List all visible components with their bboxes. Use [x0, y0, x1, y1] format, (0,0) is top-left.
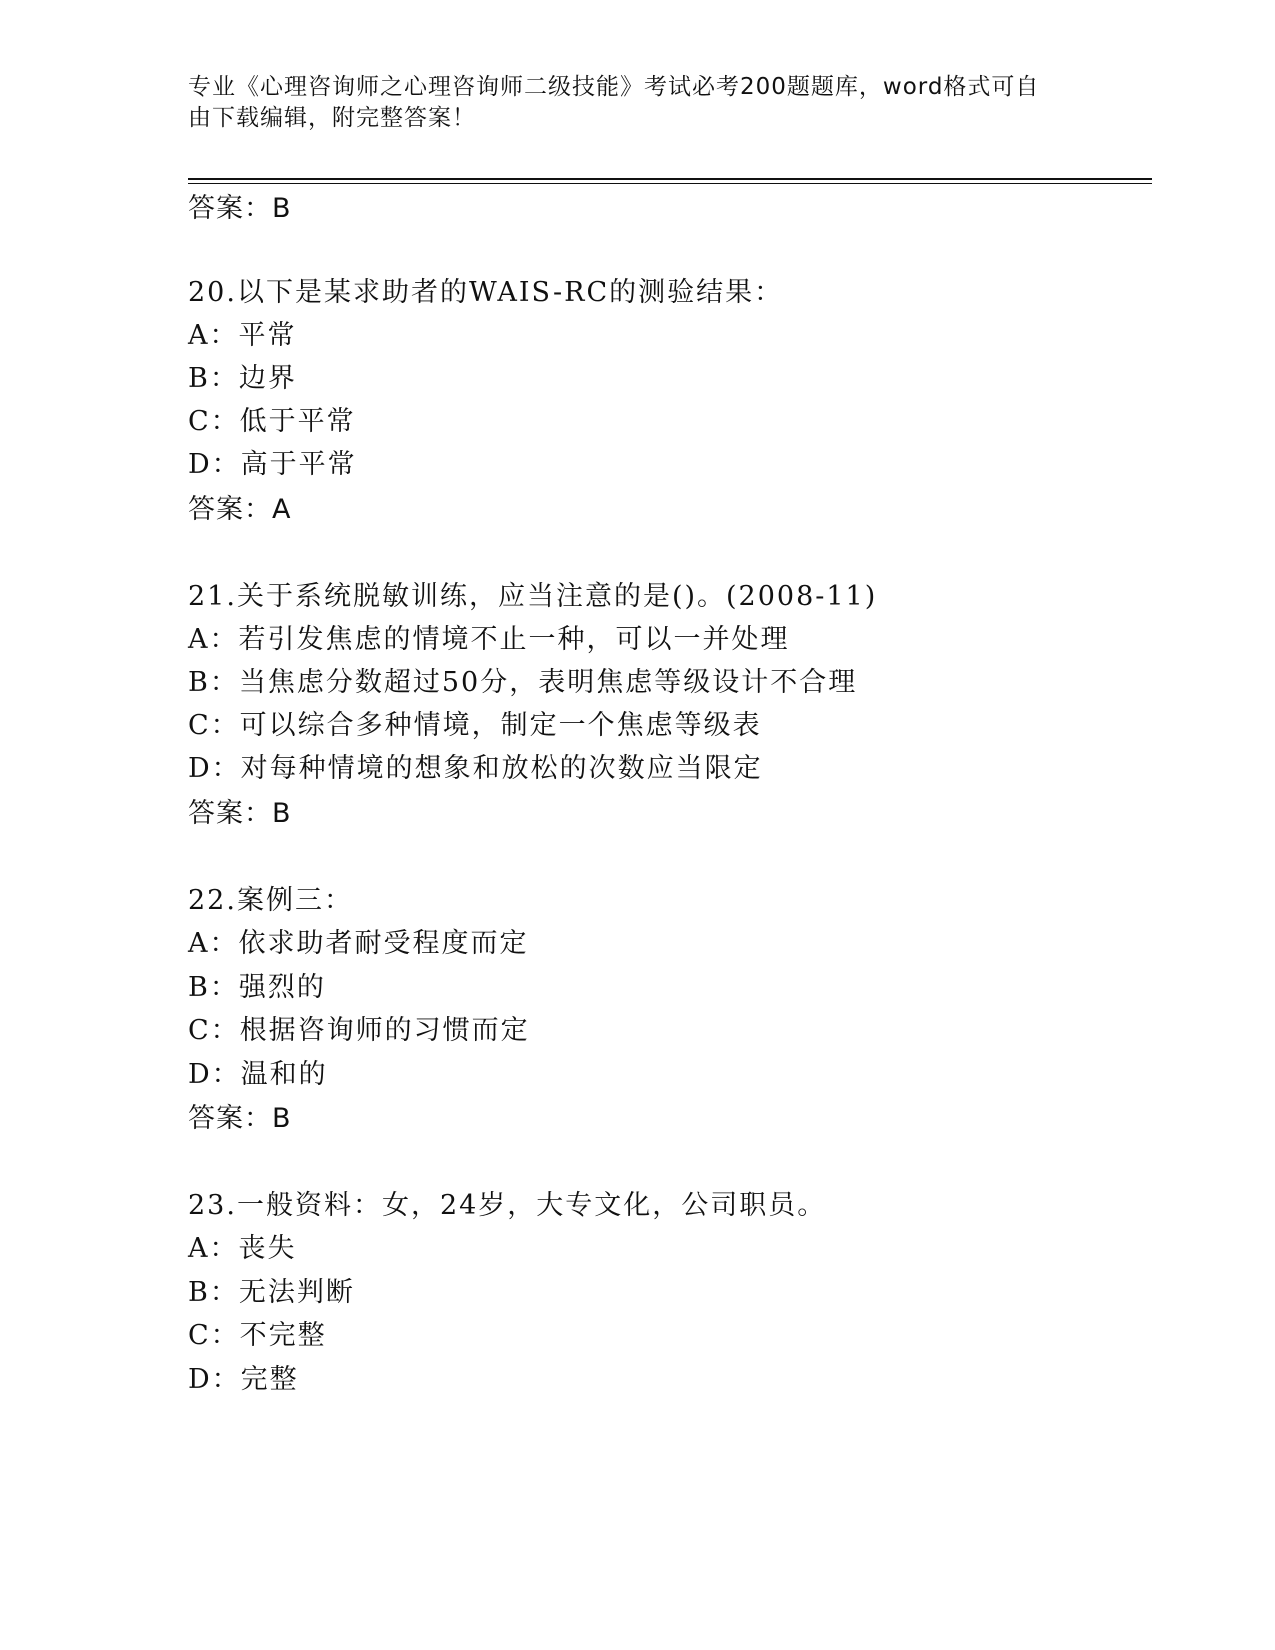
question-21-stem: 21.关于系统脱敏训练，应当注意的是()。(2008-11)	[188, 581, 878, 612]
question-22-option-d: D：温和的	[188, 1059, 328, 1090]
question-22-option-b: B：强烈的	[188, 972, 326, 1003]
question-21-answer: 答案：B	[188, 798, 292, 829]
header-divider-thin	[188, 183, 1152, 184]
question-21-option-d: D：对每种情境的想象和放松的次数应当限定	[188, 753, 763, 784]
question-20-option-d: D：高于平常	[188, 449, 357, 480]
question-20-option-b: B：边界	[188, 363, 297, 394]
question-22-option-a: A：依求助者耐受程度而定	[188, 928, 529, 959]
question-21-option-c: C：可以综合多种情境，制定一个焦虑等级表	[188, 710, 762, 741]
header-line-1: 专业《心理咨询师之心理咨询师二级技能》考试必考200题题库，word格式可自	[188, 74, 1040, 100]
question-21-option-b: B：当焦虑分数超过50分，表明焦虑等级设计不合理	[188, 667, 858, 698]
previous-answer: 答案：B	[188, 193, 292, 224]
document-header	[188, 72, 1088, 134]
question-22-option-c: C：根据咨询师的习惯而定	[188, 1015, 530, 1046]
question-21-option-a: A：若引发焦虑的情境不止一种，可以一并处理	[188, 624, 790, 655]
header-divider-thick	[188, 178, 1152, 180]
question-23-stem: 23.一般资料：女，24岁，大专文化，公司职员。	[188, 1190, 827, 1221]
header-line-2: 由下载编辑，附完整答案！	[188, 105, 476, 131]
question-23-option-b: B：无法判断	[188, 1277, 355, 1308]
question-20-stem: 20.以下是某求助者的WAIS-RC的测验结果：	[188, 277, 784, 308]
question-22-answer: 答案：B	[188, 1103, 292, 1134]
question-22-stem: 22.案例三：	[188, 885, 353, 916]
question-23-option-c: C：不完整	[188, 1320, 327, 1351]
question-20-option-c: C：低于平常	[188, 406, 356, 437]
question-23-option-a: A：丧失	[188, 1233, 297, 1264]
question-20-answer: 答案：A	[188, 494, 292, 525]
question-20-option-a: A：平常	[188, 320, 297, 351]
question-23-option-d: D：完整	[188, 1364, 299, 1395]
